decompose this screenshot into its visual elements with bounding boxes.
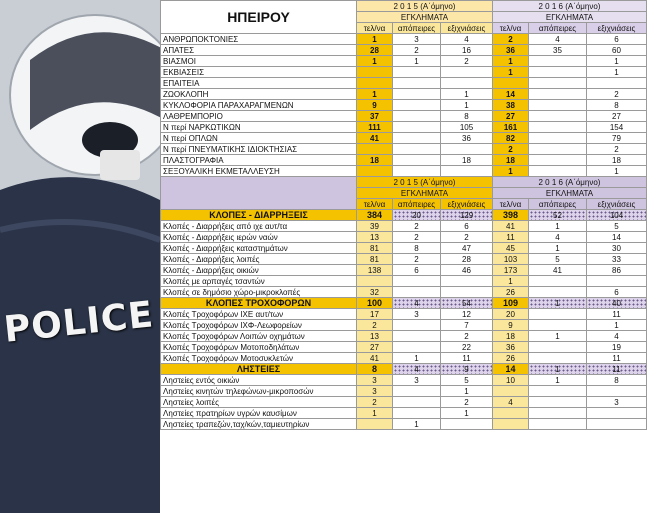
burglary-total-b1: 20	[393, 210, 441, 221]
crime-row	[161, 34, 647, 45]
robbery-row	[161, 408, 647, 419]
committed-2016-cell	[493, 78, 529, 89]
col-attempted-b: απόπειρες	[393, 199, 441, 210]
solved-2016-cell: 1	[587, 56, 647, 67]
col-attempted-2015: απόπειρες	[393, 23, 441, 34]
attempted-2016-cell: 1	[529, 243, 587, 254]
col-attempted-2016: απόπειρες	[529, 23, 587, 34]
solved-2015-cell: 28	[441, 254, 493, 265]
vehicles-total-c1: 54	[441, 298, 493, 309]
col-committed-2015: τελ/να	[357, 23, 393, 34]
crimes-label-2016-b: ΕΓΚΛΗΜΑΤΑ	[493, 188, 647, 199]
year-2015-header-b: 2 0 1 5 (Α΄όμηνο)	[357, 177, 493, 188]
attempted-2015-cell: 2	[393, 254, 441, 265]
robbery-section-header	[161, 364, 647, 375]
table-body	[161, 1, 647, 430]
committed-2016-cell: 14	[493, 89, 529, 100]
committed-2016-cell: 161	[493, 122, 529, 133]
solved-2016-cell	[587, 408, 647, 419]
committed-2016-cell: 1	[493, 56, 529, 67]
row-label: ΛΑΘΡΕΜΠΟΡΙΟ	[161, 111, 357, 122]
solved-2015-cell: 2	[441, 232, 493, 243]
solved-2015-cell: 47	[441, 243, 493, 254]
committed-2016-cell: 1	[493, 166, 529, 177]
vest-police-text: POLICE	[2, 294, 156, 351]
solved-2015-cell: 6	[441, 221, 493, 232]
solved-2016-cell: 3	[587, 397, 647, 408]
solved-2015-cell: 22	[441, 342, 493, 353]
crime-row	[161, 100, 647, 111]
attempted-2015-cell: 2	[393, 45, 441, 56]
attempted-2016-cell: 1	[529, 331, 587, 342]
burglary-total-c1: 129	[441, 210, 493, 221]
row-label: Ληστείες πρατηρίων υγρών καυσίμων	[161, 408, 357, 419]
region-title: ΗΠΕΙΡΟΥ	[161, 1, 357, 34]
row-label: Ληστείες εντός οικιών	[161, 375, 357, 386]
crime-row	[161, 155, 647, 166]
solved-2016-cell: 6	[587, 287, 647, 298]
burglary-total-c2: 104	[587, 210, 647, 221]
solved-2016-cell: 1	[587, 320, 647, 331]
solved-2016-cell: 33	[587, 254, 647, 265]
committed-2015-cell: 9	[357, 100, 393, 111]
crime-row	[161, 67, 647, 78]
solved-2016-cell: 4	[587, 331, 647, 342]
committed-2015-cell	[357, 276, 393, 287]
attempted-2015-cell	[393, 386, 441, 397]
attempted-2016-cell	[529, 419, 587, 430]
burglary-row	[161, 232, 647, 243]
committed-2016-cell: 82	[493, 133, 529, 144]
crimes-label-2015: ΕΓΚΛΗΜΑΤΑ	[357, 12, 493, 23]
vehicle-theft-row	[161, 309, 647, 320]
solved-2015-cell: 105	[441, 122, 493, 133]
attempted-2015-cell: 2	[393, 221, 441, 232]
committed-2016-cell: 2	[493, 34, 529, 45]
committed-2016-cell: 26	[493, 353, 529, 364]
burglary-total-b2: 52	[529, 210, 587, 221]
committed-2016-cell: 2	[493, 144, 529, 155]
crime-row	[161, 89, 647, 100]
committed-2016-cell: 1	[493, 276, 529, 287]
committed-2015-cell: 2	[357, 397, 393, 408]
committed-2015-cell: 39	[357, 221, 393, 232]
row-label: Κλοπές σε δημόσιο χώρο-μικροκλοπές	[161, 287, 357, 298]
solved-2015-cell	[441, 78, 493, 89]
row-label: Κλοπές - Διαρρήξεις λοιπές	[161, 254, 357, 265]
row-label: ΣΕΞΟΥΑΛΙΚΗ ΕΚΜΕΤΑΛΛΕΥΣΗ	[161, 166, 357, 177]
solved-2015-cell	[441, 419, 493, 430]
row-label: Κλοπές Τροχοφόρων Μοτοποδηλάτων	[161, 342, 357, 353]
row-label: Ν περί ΠΝΕΥΜΑΤΙΚΗΣ ΙΔΙΟΚΤΗΣΙΑΣ	[161, 144, 357, 155]
committed-2016-cell: 36	[493, 342, 529, 353]
vehicles-title: ΚΛΟΠΕΣ ΤΡΟΧΟΦΟΡΩΝ	[161, 298, 357, 309]
row-label: Ν περί ΟΠΛΩΝ	[161, 133, 357, 144]
solved-2015-cell: 1	[441, 386, 493, 397]
attempted-2016-cell	[529, 386, 587, 397]
attempted-2016-cell	[529, 287, 587, 298]
solved-2015-cell: 46	[441, 265, 493, 276]
solved-2016-cell: 5	[587, 221, 647, 232]
year-2016-header: 2 0 1 6 (Α΄όμηνο)	[493, 1, 647, 12]
row-label: ΒΙΑΣΜΟΙ	[161, 56, 357, 67]
row-label: ΑΝΘΡΩΠΟΚΤΟΝΙΕΣ	[161, 34, 357, 45]
attempted-2016-cell	[529, 397, 587, 408]
solved-2015-cell: 1	[441, 89, 493, 100]
committed-2015-cell: 32	[357, 287, 393, 298]
robbery-total-b2: 1	[529, 364, 587, 375]
solved-2016-cell: 1	[587, 166, 647, 177]
solved-2016-cell: 27	[587, 111, 647, 122]
col-committed-b: τελ/να	[493, 199, 529, 210]
attempted-2015-cell	[393, 144, 441, 155]
robbery-total-a2: 14	[493, 364, 529, 375]
solved-2015-cell: 36	[441, 133, 493, 144]
attempted-2015-cell: 2	[393, 232, 441, 243]
attempted-2016-cell: 35	[529, 45, 587, 56]
solved-2016-cell: 2	[587, 89, 647, 100]
committed-2016-cell: 11	[493, 232, 529, 243]
vehicle-theft-row	[161, 320, 647, 331]
attempted-2016-cell	[529, 166, 587, 177]
police-officer-photo	[0, 0, 160, 513]
committed-2016-cell	[493, 408, 529, 419]
committed-2015-cell	[357, 419, 393, 430]
solved-2015-cell: 2	[441, 56, 493, 67]
committed-2015-cell: 1	[357, 56, 393, 67]
attempted-2015-cell: 8	[393, 243, 441, 254]
attempted-2015-cell	[393, 166, 441, 177]
solved-2015-cell	[441, 67, 493, 78]
solved-2015-cell: 1	[441, 100, 493, 111]
committed-2015-cell: 3	[357, 375, 393, 386]
committed-2016-cell: 173	[493, 265, 529, 276]
attempted-2016-cell	[529, 111, 587, 122]
crime-row	[161, 45, 647, 56]
robbery-total-c1: 9	[441, 364, 493, 375]
committed-2016-cell: 1	[493, 67, 529, 78]
committed-2016-cell: 10	[493, 375, 529, 386]
solved-2016-cell	[587, 419, 647, 430]
committed-2016-cell: 27	[493, 111, 529, 122]
row-label: Κλοπές με αρπαγές τσαντών	[161, 276, 357, 287]
committed-2015-cell: 18	[357, 155, 393, 166]
row-label: ΕΠΑΙΤΕΙΑ	[161, 78, 357, 89]
year-2016-header-b: 2 0 1 6 (Α΄όμηνο)	[493, 177, 647, 188]
attempted-2015-cell: 3	[393, 309, 441, 320]
solved-2015-cell	[441, 276, 493, 287]
committed-2015-cell: 37	[357, 111, 393, 122]
row-label: ΕΚΒΙΑΣΕΙΣ	[161, 67, 357, 78]
col-solved-b: εξιχνιάσεις	[441, 199, 493, 210]
committed-2016-cell	[493, 386, 529, 397]
solved-2015-cell	[441, 166, 493, 177]
committed-2016-cell: 103	[493, 254, 529, 265]
attempted-2016-cell: 4	[529, 34, 587, 45]
crimes-label-2016: ΕΓΚΛΗΜΑΤΑ	[493, 12, 647, 23]
col-attempted-b: απόπειρες	[529, 199, 587, 210]
attempted-2016-cell: 41	[529, 265, 587, 276]
attempted-2015-cell	[393, 100, 441, 111]
solved-2016-cell: 30	[587, 243, 647, 254]
solved-2015-cell: 8	[441, 111, 493, 122]
burglary-total-a1: 384	[357, 210, 393, 221]
attempted-2015-cell	[393, 276, 441, 287]
robbery-total-b1: 4	[393, 364, 441, 375]
committed-2016-cell: 26	[493, 287, 529, 298]
row-label: Κλοπές Τροχοφόρων Λοιπών οχημάτων	[161, 331, 357, 342]
robbery-total-c2: 11	[587, 364, 647, 375]
solved-2016-cell: 1	[587, 67, 647, 78]
row-label: Κλοπές - Διαρρήξεις καταστημάτων	[161, 243, 357, 254]
solved-2016-cell: 6	[587, 34, 647, 45]
vehicles-total-c2: 40	[587, 298, 647, 309]
vehicles-total-b2: 1	[529, 298, 587, 309]
committed-2015-cell: 41	[357, 353, 393, 364]
solved-2015-cell: 7	[441, 320, 493, 331]
committed-2016-cell: 9	[493, 320, 529, 331]
row-label: ΑΠΑΤΕΣ	[161, 45, 357, 56]
attempted-2015-cell: 1	[393, 419, 441, 430]
row-label: Κλοπές Τροχοφόρων ΙΧΕ αυτ/των	[161, 309, 357, 320]
committed-2015-cell: 2	[357, 320, 393, 331]
robbery-total-a1: 8	[357, 364, 393, 375]
row-label: Κλοπές Τροχοφόρων ΙΧΦ-Λεωφορείων	[161, 320, 357, 331]
attempted-2016-cell: 1	[529, 375, 587, 386]
attempted-2015-cell	[393, 287, 441, 298]
burglary-title: ΚΛΟΠΕΣ - ΔΙΑΡΡΗΞΕΙΣ	[161, 210, 357, 221]
attempted-2015-cell	[393, 397, 441, 408]
col-committed-b: τελ/να	[357, 199, 393, 210]
attempted-2016-cell	[529, 320, 587, 331]
robbery-row	[161, 419, 647, 430]
attempted-2015-cell: 1	[393, 56, 441, 67]
attempted-2016-cell	[529, 133, 587, 144]
solved-2016-cell	[587, 78, 647, 89]
attempted-2016-cell: 1	[529, 221, 587, 232]
attempted-2016-cell	[529, 353, 587, 364]
col-solved-2016: εξιχνιάσεις	[587, 23, 647, 34]
committed-2015-cell	[357, 78, 393, 89]
vehicles-total-a2: 109	[493, 298, 529, 309]
committed-2016-cell: 36	[493, 45, 529, 56]
solved-2015-cell	[441, 287, 493, 298]
attempted-2016-cell	[529, 155, 587, 166]
vehicles-total-a1: 100	[357, 298, 393, 309]
burglary-row	[161, 221, 647, 232]
attempted-2015-cell	[393, 78, 441, 89]
burglary-total-a2: 398	[493, 210, 529, 221]
solved-2015-cell: 5	[441, 375, 493, 386]
solved-2015-cell: 18	[441, 155, 493, 166]
solved-2015-cell: 1	[441, 408, 493, 419]
attempted-2015-cell	[393, 111, 441, 122]
burglary-row	[161, 276, 647, 287]
attempted-2016-cell	[529, 67, 587, 78]
solved-2016-cell: 11	[587, 353, 647, 364]
solved-2015-cell: 4	[441, 34, 493, 45]
committed-2015-cell: 81	[357, 254, 393, 265]
robbery-row	[161, 386, 647, 397]
attempted-2015-cell	[393, 89, 441, 100]
col-solved-b: εξιχνιάσεις	[587, 199, 647, 210]
vehicles-total-b1: 4	[393, 298, 441, 309]
committed-2015-cell: 27	[357, 342, 393, 353]
solved-2016-cell: 8	[587, 100, 647, 111]
committed-2015-cell: 111	[357, 122, 393, 133]
attempted-2015-cell: 3	[393, 375, 441, 386]
solved-2015-cell: 2	[441, 331, 493, 342]
committed-2015-cell: 1	[357, 34, 393, 45]
committed-2015-cell	[357, 166, 393, 177]
committed-2015-cell: 41	[357, 133, 393, 144]
attempted-2015-cell	[393, 331, 441, 342]
secondary-year-header	[161, 177, 647, 188]
attempted-2016-cell	[529, 100, 587, 111]
attempted-2016-cell	[529, 122, 587, 133]
row-label: Ληστείες λοιπές	[161, 397, 357, 408]
solved-2015-cell: 11	[441, 353, 493, 364]
attempted-2015-cell	[393, 342, 441, 353]
row-label: Κλοπές - Διαρρήξεις από ιχε αυτ/τα	[161, 221, 357, 232]
attempted-2016-cell	[529, 408, 587, 419]
attempted-2015-cell	[393, 408, 441, 419]
attempted-2016-cell	[529, 309, 587, 320]
attempted-2015-cell	[393, 122, 441, 133]
burglary-section-header	[161, 210, 647, 221]
solved-2016-cell	[587, 276, 647, 287]
burglary-row	[161, 254, 647, 265]
committed-2015-cell: 13	[357, 331, 393, 342]
solved-2016-cell: 8	[587, 375, 647, 386]
committed-2016-cell: 41	[493, 221, 529, 232]
crimes-label-2015-b: ΕΓΚΛΗΜΑΤΑ	[357, 188, 493, 199]
vehicle-theft-row	[161, 342, 647, 353]
crime-row	[161, 56, 647, 67]
attempted-2016-cell	[529, 78, 587, 89]
committed-2015-cell	[357, 144, 393, 155]
solved-2016-cell: 18	[587, 155, 647, 166]
solved-2016-cell: 2	[587, 144, 647, 155]
helmet-graphic	[0, 0, 160, 513]
solved-2016-cell: 154	[587, 122, 647, 133]
year-2015-header: 2 0 1 5 (Α΄όμηνο)	[357, 1, 493, 12]
robbery-title: ΛΗΣΤΕΙΕΣ	[161, 364, 357, 375]
solved-2016-cell: 19	[587, 342, 647, 353]
committed-2016-cell: 20	[493, 309, 529, 320]
burglary-row	[161, 243, 647, 254]
attempted-2016-cell	[529, 342, 587, 353]
vehicle-theft-row	[161, 331, 647, 342]
row-label: ΚΥΚΛΟΦΟΡΙΑ ΠΑΡΑΧΑΡΑΓΜΕΝΩΝ	[161, 100, 357, 111]
attempted-2015-cell	[393, 67, 441, 78]
committed-2015-cell: 1	[357, 89, 393, 100]
solved-2016-cell: 60	[587, 45, 647, 56]
col-solved-2015: εξιχνιάσεις	[441, 23, 493, 34]
attempted-2016-cell: 4	[529, 232, 587, 243]
committed-2016-cell: 18	[493, 331, 529, 342]
crime-row	[161, 78, 647, 89]
row-label: Κλοπές Τροχοφόρων Μοτοσυκλετών	[161, 353, 357, 364]
attempted-2015-cell: 3	[393, 34, 441, 45]
attempted-2015-cell: 6	[393, 265, 441, 276]
committed-2015-cell: 28	[357, 45, 393, 56]
committed-2016-cell: 45	[493, 243, 529, 254]
solved-2015-cell: 2	[441, 397, 493, 408]
committed-2015-cell: 1	[357, 408, 393, 419]
attempted-2015-cell	[393, 320, 441, 331]
attempted-2015-cell	[393, 133, 441, 144]
committed-2016-cell: 18	[493, 155, 529, 166]
row-label: ΠΛΑΣΤΟΓΡΑΦΙΑ	[161, 155, 357, 166]
committed-2015-cell: 17	[357, 309, 393, 320]
robbery-row	[161, 375, 647, 386]
row-label: ΖΩΟΚΛΟΠΗ	[161, 89, 357, 100]
burglary-row	[161, 287, 647, 298]
col-committed-2016: τελ/να	[493, 23, 529, 34]
solved-2015-cell: 16	[441, 45, 493, 56]
solved-2016-cell	[587, 386, 647, 397]
attempted-2016-cell	[529, 144, 587, 155]
crime-row	[161, 166, 647, 177]
attempted-2015-cell: 1	[393, 353, 441, 364]
burglary-row	[161, 265, 647, 276]
attempted-2015-cell	[393, 155, 441, 166]
solved-2016-cell: 14	[587, 232, 647, 243]
row-label: Ν περί ΝΑΡΚΩΤΙΚΩΝ	[161, 122, 357, 133]
solved-2016-cell: 11	[587, 309, 647, 320]
attempted-2016-cell	[529, 89, 587, 100]
committed-2015-cell: 13	[357, 232, 393, 243]
attempted-2016-cell: 5	[529, 254, 587, 265]
crime-statistics-table	[160, 0, 647, 430]
committed-2016-cell	[493, 419, 529, 430]
solved-2015-cell	[441, 144, 493, 155]
crime-row	[161, 133, 647, 144]
vehicle-theft-row	[161, 353, 647, 364]
committed-2015-cell	[357, 67, 393, 78]
solved-2016-cell: 79	[587, 133, 647, 144]
crime-row	[161, 111, 647, 122]
committed-2015-cell: 81	[357, 243, 393, 254]
row-label: Κλοπές - Διαρρήξεις ιερών ναών	[161, 232, 357, 243]
crime-row	[161, 144, 647, 155]
vehicles-section-header	[161, 298, 647, 309]
committed-2015-cell: 138	[357, 265, 393, 276]
solved-2015-cell: 12	[441, 309, 493, 320]
row-label: Ληστείες τραπεζών,ταχ/κών,ταμιευτηρίων	[161, 419, 357, 430]
band-spacer	[161, 177, 357, 210]
solved-2016-cell: 86	[587, 265, 647, 276]
committed-2016-cell: 4	[493, 397, 529, 408]
attempted-2016-cell	[529, 276, 587, 287]
row-label: Ληστείες κινητών τηλεφώνων-μικροποσών	[161, 386, 357, 397]
committed-2015-cell: 3	[357, 386, 393, 397]
row-label: Κλοπές - Διαρρήξεις οικιών	[161, 265, 357, 276]
committed-2016-cell: 38	[493, 100, 529, 111]
robbery-row	[161, 397, 647, 408]
attempted-2016-cell	[529, 56, 587, 67]
crime-row	[161, 122, 647, 133]
statistics-sheet	[160, 0, 650, 513]
